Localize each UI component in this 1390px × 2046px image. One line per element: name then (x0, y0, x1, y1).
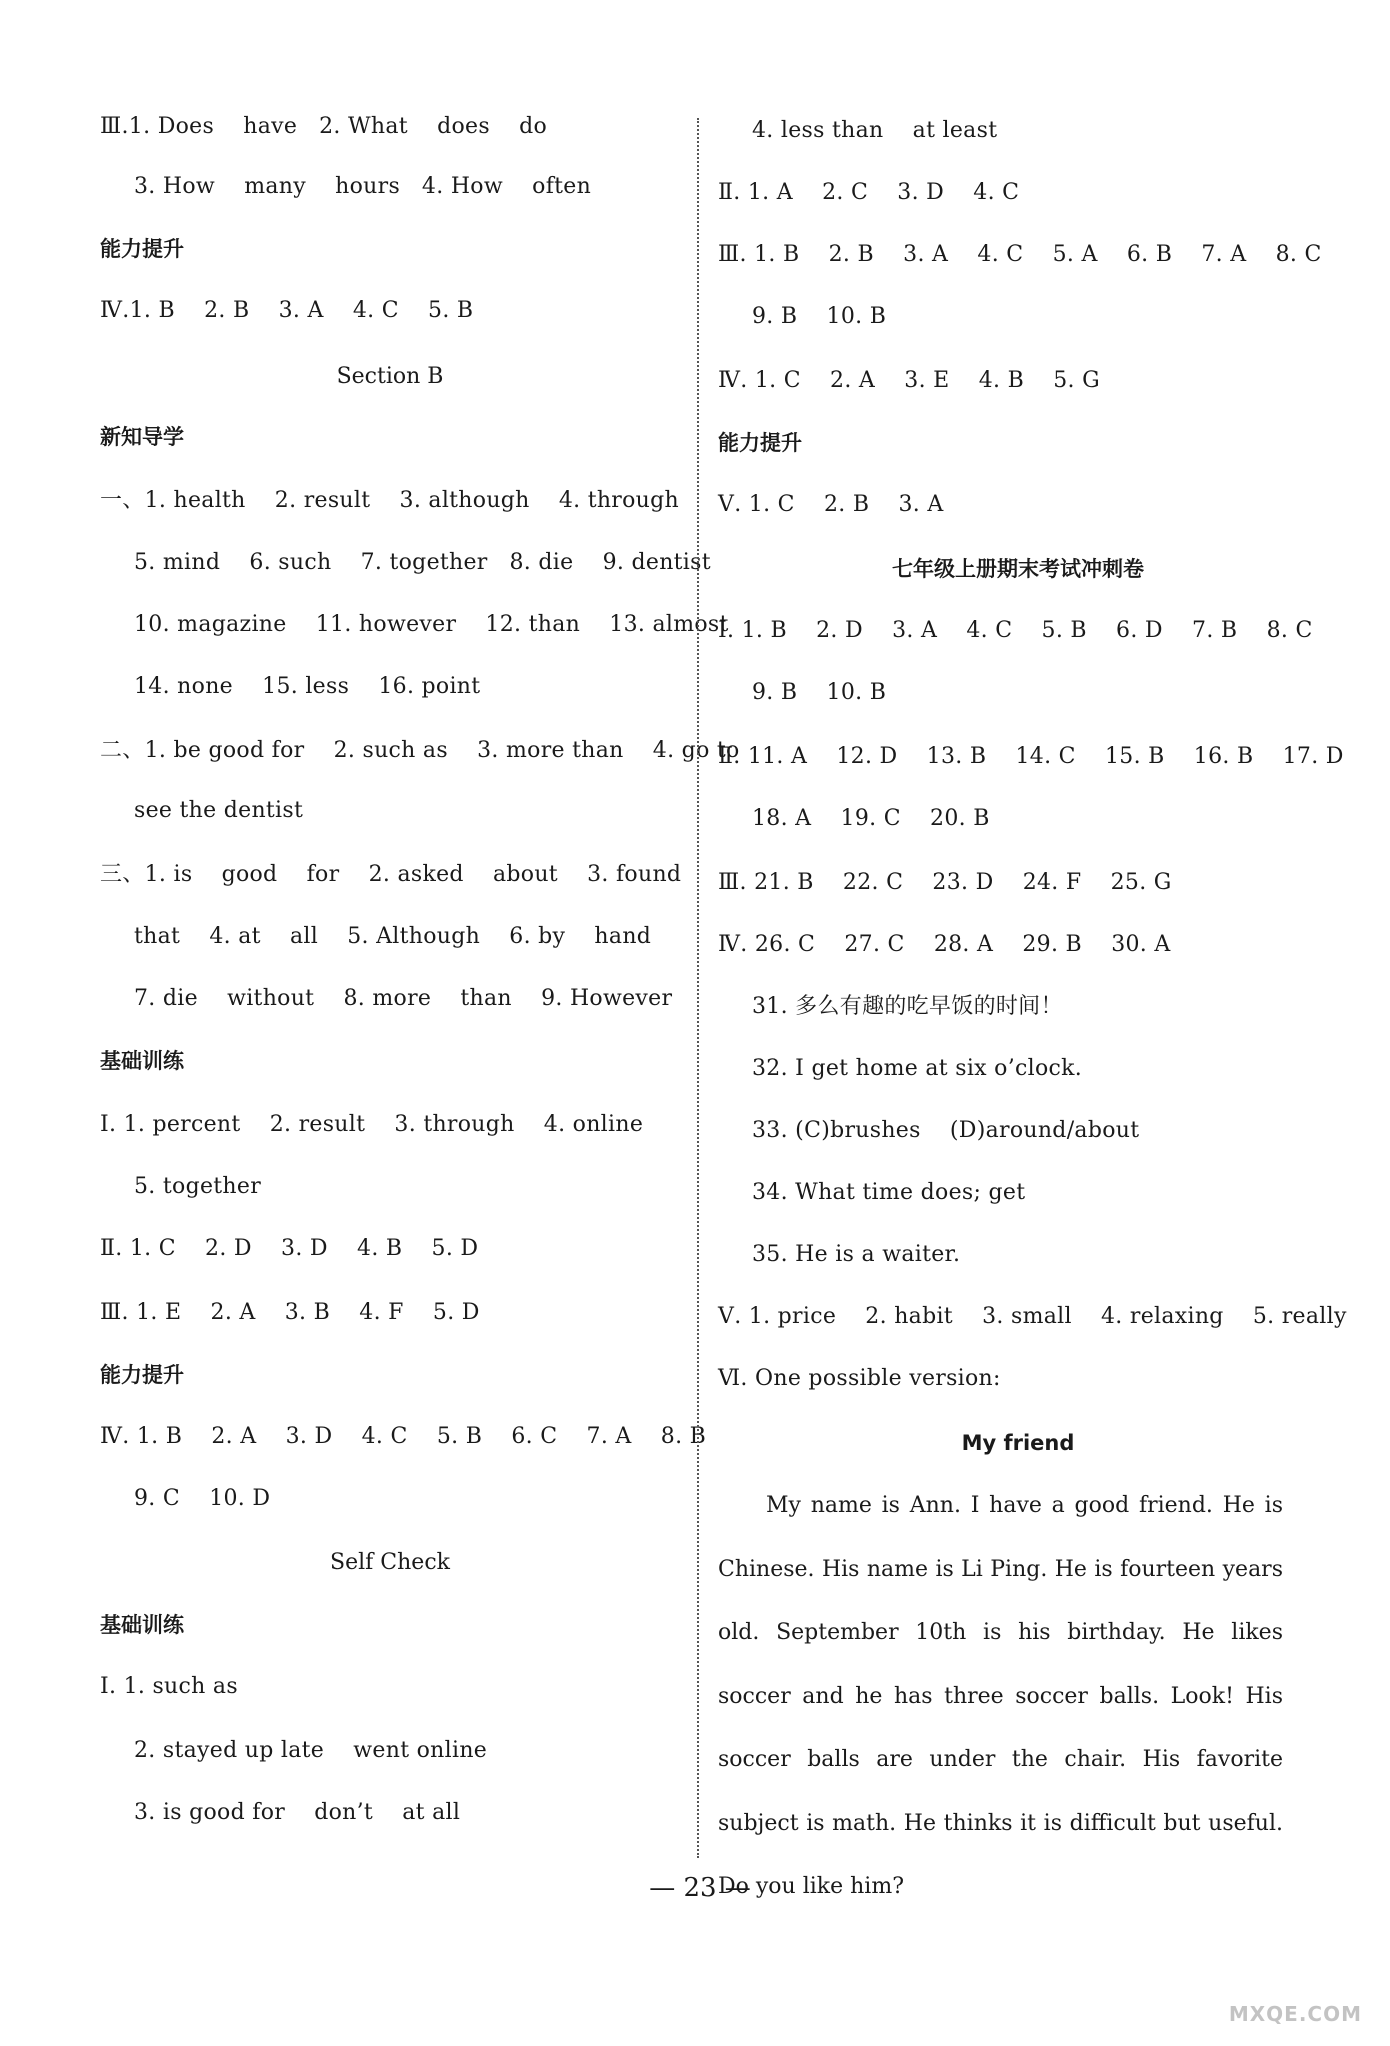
answer-line: Ⅲ.1. Does have 2. What does do (100, 114, 548, 139)
answer-line: 32. I get home at six o’clock. (752, 1056, 1083, 1081)
section-heading: 能力提升 (718, 431, 802, 455)
answer-line: Ⅲ. 1. B 2. B 3. A 4. C 5. A 6. B 7. A 8. C (718, 242, 1322, 267)
answer-line: 4. less than at least (752, 118, 998, 143)
answer-line: Ⅴ. 1. C 2. B 3. A (718, 492, 944, 517)
page-number: — 23 — (649, 1873, 751, 1903)
answer-line: Ⅰ. 1. B 2. D 3. A 4. C 5. B 6. D 7. B 8. C (718, 618, 1313, 643)
answer-line: 三、1. is good for 2. asked about 3. found (100, 862, 682, 887)
column-divider (697, 118, 699, 1858)
answer-line: 3. How many hours 4. How often (134, 174, 592, 199)
answer-line: 2. stayed up late went online (134, 1738, 488, 1763)
answer-line: Ⅲ. 1. E 2. A 3. B 4. F 5. D (100, 1300, 480, 1325)
answer-line: Ⅰ. 1. percent 2. result 3. through 4. online (100, 1112, 644, 1137)
answer-line: Ⅳ.1. B 2. B 3. A 4. C 5. B (100, 298, 474, 323)
essay-title: My friend (961, 1431, 1075, 1455)
section-title: Section B (336, 364, 444, 389)
answer-line: Ⅳ. 1. C 2. A 3. E 4. B 5. G (718, 368, 1100, 393)
essay-body: My name is Ann. I have a good friend. He is Chinese. His name is Li Ping. He is fourteen years old. September 10th is his birthday. He likes soccer and he has three soccer balls. Look! His soccer balls are under the chair. His favorite subject is math. He thinks it is difficult but useful. Do you like him? (718, 1493, 1283, 1899)
section-heading: 能力提升 (100, 237, 184, 261)
answer-line: Ⅱ. 1. A 2. C 3. D 4. C (718, 180, 1020, 205)
answer-line: 31. 多么有趣的吃早饭的时间！ (752, 994, 1063, 1019)
answer-line: Ⅵ. One possible version: (718, 1366, 1001, 1391)
section-heading: 新知导学 (100, 425, 184, 449)
answer-line: Ⅱ. 11. A 12. D 13. B 14. C 15. B 16. B 17. D (718, 744, 1344, 769)
watermark-text: MXQE.COM (1228, 2002, 1362, 2026)
answer-line: Ⅱ. 1. C 2. D 3. D 4. B 5. D (100, 1236, 479, 1261)
section-heading: 基础训练 (100, 1049, 184, 1073)
answer-line: that 4. at all 5. Although 6. by hand (134, 924, 652, 949)
answer-line: Ⅴ. 1. price 2. habit 3. small 4. relaxing 5. really (718, 1304, 1347, 1329)
site-watermark (1202, 1936, 1362, 2026)
answer-line: Ⅲ. 21. B 22. C 23. D 24. F 25. G (718, 870, 1172, 895)
answer-line: 二、1. be good for 2. such as 3. more than 4. go to (100, 738, 740, 763)
answer-line: 10. magazine 11. however 12. than 13. almost (134, 612, 729, 637)
answer-line: 18. A 19. C 20. B (752, 806, 990, 831)
answer-line: 35. He is a waiter. (752, 1242, 961, 1267)
exam-title: 七年级上册期末考试冲刺卷 (892, 557, 1144, 581)
section-heading: 基础训练 (100, 1613, 184, 1637)
answer-line: 9. C 10. D (134, 1486, 271, 1511)
answer-line: Ⅳ. 26. C 27. C 28. A 29. B 30. A (718, 932, 1171, 957)
answer-line: 33. (C)brushes (D)around/about (752, 1118, 1140, 1143)
section-title: Self Check (330, 1550, 450, 1575)
answer-line: 5. together (134, 1174, 262, 1199)
section-heading: 能力提升 (100, 1363, 184, 1387)
answer-line: 3. is good for don’t at all (134, 1800, 461, 1825)
answer-line: 34. What time does; get (752, 1180, 1026, 1205)
answer-line: 7. die without 8. more than 9. However (134, 986, 673, 1011)
answer-line: see the dentist (134, 798, 304, 823)
answer-line: Ⅰ. 1. such as (100, 1674, 238, 1699)
answer-line: 一、1. health 2. result 3. although 4. through (100, 488, 679, 513)
answer-line: 14. none 15. less 16. point (134, 674, 481, 699)
answer-line: 9. B 10. B (752, 680, 887, 705)
answer-line: Ⅳ. 1. B 2. A 3. D 4. C 5. B 6. C 7. A 8. B (100, 1424, 707, 1449)
answer-line: 5. mind 6. such 7. together 8. die 9. dentist (134, 550, 711, 575)
answer-line: 9. B 10. B (752, 304, 887, 329)
